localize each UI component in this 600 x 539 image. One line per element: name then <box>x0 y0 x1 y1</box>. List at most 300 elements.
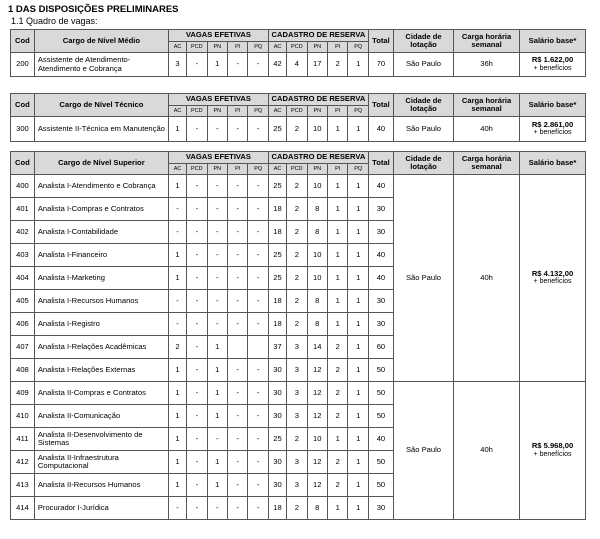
header-sub-ac: AC <box>268 106 286 117</box>
vaga-cell: - <box>207 428 227 451</box>
vaga-cell: 2 <box>287 313 307 336</box>
vaga-cell: - <box>168 313 186 336</box>
header-sub-pq: PQ <box>348 106 368 117</box>
vaga-cell: 1 <box>348 244 368 267</box>
vaga-cell: 30 <box>268 451 286 474</box>
total-cell: 40 <box>368 117 393 142</box>
vaga-cell: - <box>207 244 227 267</box>
total-cell: 40 <box>368 428 393 451</box>
header-cargo: Cargo de Nível Superior <box>34 152 168 175</box>
vaga-cell: 10 <box>307 428 327 451</box>
vaga-cell: 1 <box>348 382 368 405</box>
vaga-cell: 1 <box>328 198 348 221</box>
vaga-cell: - <box>187 497 207 520</box>
header-sub-pcd: PCD <box>287 106 307 117</box>
header-cadastro-reserva: CADASTRO DE RESERVA <box>268 30 368 42</box>
header-vagas-efetivas: VAGAS EFETIVAS <box>168 152 268 164</box>
vaga-cell: 12 <box>307 382 327 405</box>
vaga-cell: - <box>187 428 207 451</box>
header-salario: Salário base* <box>520 30 586 53</box>
vaga-cell: - <box>228 117 248 142</box>
cargo-cell: Analista I-Relações Acadêmicas <box>34 336 168 359</box>
header-sub-pi: PI <box>228 42 248 53</box>
vaga-cell: 30 <box>268 474 286 497</box>
vaga-cell: 1 <box>207 405 227 428</box>
vaga-cell: 2 <box>328 336 348 359</box>
cargo-cell: Analista I-Recursos Humanos <box>34 290 168 313</box>
vaga-cell: 1 <box>207 336 227 359</box>
vaga-cell: - <box>248 451 268 474</box>
vaga-cell: - <box>248 117 268 142</box>
header-cod: Cod <box>11 30 35 53</box>
vaga-cell: - <box>187 474 207 497</box>
header-salario: Salário base* <box>520 94 586 117</box>
vaga-cell: - <box>187 405 207 428</box>
vaga-cell: 25 <box>268 267 286 290</box>
vaga-cell: - <box>228 474 248 497</box>
vaga-cell: 1 <box>328 244 348 267</box>
vaga-cell: - <box>248 428 268 451</box>
header-sub-pi: PI <box>228 106 248 117</box>
vaga-cell: - <box>228 359 248 382</box>
vaga-cell: 1 <box>168 175 186 198</box>
vaga-cell: 3 <box>287 405 307 428</box>
vaga-cell: 2 <box>287 497 307 520</box>
vaga-cell: 1 <box>328 267 348 290</box>
vaga-cell: 1 <box>328 428 348 451</box>
cargo-cell: Assistente II-Técnica em Manutenção <box>34 117 168 142</box>
cargo-cell: Analista I-Registro <box>34 313 168 336</box>
total-cell: 30 <box>368 313 393 336</box>
vaga-cell: - <box>228 198 248 221</box>
table-row <box>11 53 586 77</box>
vagas-table <box>10 93 586 142</box>
vaga-cell: - <box>228 244 248 267</box>
vaga-cell: - <box>187 313 207 336</box>
vaga-cell: 3 <box>287 451 307 474</box>
vaga-cell: - <box>187 267 207 290</box>
header-sub-pn: PN <box>307 106 327 117</box>
vaga-cell: - <box>248 221 268 244</box>
vaga-cell: 1 <box>207 53 227 77</box>
vaga-cell: 2 <box>328 382 348 405</box>
vaga-cell: 2 <box>287 198 307 221</box>
total-cell: 40 <box>368 267 393 290</box>
total-cell: 30 <box>368 198 393 221</box>
total-cell: 50 <box>368 359 393 382</box>
vaga-cell: 8 <box>307 313 327 336</box>
header-sub-pq: PQ <box>248 42 268 53</box>
vaga-cell: - <box>207 497 227 520</box>
salario-cell <box>520 53 586 77</box>
vaga-cell: - <box>228 267 248 290</box>
vaga-cell: 18 <box>268 290 286 313</box>
header-sub-pi: PI <box>228 164 248 175</box>
vaga-cell: 1 <box>348 221 368 244</box>
header-sub-pq: PQ <box>348 42 368 53</box>
vaga-cell: 1 <box>348 267 368 290</box>
vaga-cell: 1 <box>168 267 186 290</box>
total-cell: 50 <box>368 405 393 428</box>
vaga-cell: 1 <box>348 198 368 221</box>
vaga-cell: 2 <box>287 244 307 267</box>
vaga-cell: 1 <box>348 336 368 359</box>
header-cod: Cod <box>11 152 35 175</box>
vaga-cell: 42 <box>268 53 286 77</box>
vaga-cell: 30 <box>268 405 286 428</box>
cod-cell: 412 <box>11 451 35 474</box>
vaga-cell: 10 <box>307 175 327 198</box>
vaga-cell: 12 <box>307 451 327 474</box>
vaga-cell: 1 <box>168 382 186 405</box>
vaga-cell: - <box>187 336 207 359</box>
vaga-cell: 1 <box>207 474 227 497</box>
cod-cell: 405 <box>11 290 35 313</box>
vaga-cell: 25 <box>268 428 286 451</box>
vaga-cell: 2 <box>287 221 307 244</box>
vaga-cell: 37 <box>268 336 286 359</box>
vaga-cell: 14 <box>307 336 327 359</box>
total-cell: 30 <box>368 290 393 313</box>
vaga-cell <box>248 336 268 359</box>
total-cell: 30 <box>368 221 393 244</box>
header-sub-pcd: PCD <box>187 164 207 175</box>
salario-value: R$ 4.132,00 <box>531 268 574 278</box>
cod-cell: 402 <box>11 221 35 244</box>
vaga-cell: 17 <box>307 53 327 77</box>
header-sub-pcd: PCD <box>187 106 207 117</box>
vaga-cell: 12 <box>307 359 327 382</box>
total-cell: 70 <box>368 53 393 77</box>
vaga-cell: - <box>207 290 227 313</box>
vaga-cell: 1 <box>207 451 227 474</box>
beneficios-note: + benefícios <box>533 64 572 72</box>
vaga-cell: - <box>228 175 248 198</box>
header-total: Total <box>368 152 393 175</box>
vaga-cell: 2 <box>287 267 307 290</box>
header-sub-pi: PI <box>328 106 348 117</box>
salario-cell <box>520 382 586 520</box>
vaga-cell: - <box>228 221 248 244</box>
vaga-cell: 1 <box>168 405 186 428</box>
header-sub-pn: PN <box>207 106 227 117</box>
vaga-cell: - <box>168 221 186 244</box>
vaga-cell: - <box>248 267 268 290</box>
carga-cell: 40h <box>454 175 520 382</box>
cod-cell: 414 <box>11 497 35 520</box>
vaga-cell: - <box>187 221 207 244</box>
vaga-cell: - <box>187 117 207 142</box>
vaga-cell: - <box>207 198 227 221</box>
vaga-cell: - <box>248 175 268 198</box>
vaga-cell: 2 <box>328 53 348 77</box>
vaga-cell: - <box>228 313 248 336</box>
cargo-cell: Analista I-Financeiro <box>34 244 168 267</box>
vaga-cell: - <box>248 497 268 520</box>
header-sub-pq: PQ <box>348 164 368 175</box>
vaga-cell: 1 <box>328 313 348 336</box>
vaga-cell: 18 <box>268 497 286 520</box>
total-cell: 50 <box>368 474 393 497</box>
vagas-table <box>10 29 586 77</box>
cidade-cell: São Paulo <box>393 382 453 520</box>
vaga-cell: 30 <box>268 359 286 382</box>
cargo-cell: Analista I-Atendimento e Cobrança <box>34 175 168 198</box>
vaga-cell: 4 <box>287 53 307 77</box>
header-carga: Carga horária semanal <box>454 30 520 53</box>
header-cargo: Cargo de Nível Técnico <box>34 94 168 117</box>
vaga-cell: - <box>248 290 268 313</box>
vaga-cell: 25 <box>268 117 286 142</box>
total-cell: 60 <box>368 336 393 359</box>
vaga-cell: 1 <box>168 244 186 267</box>
vaga-cell: - <box>168 198 186 221</box>
vaga-cell: 3 <box>287 382 307 405</box>
vaga-cell: 30 <box>268 382 286 405</box>
vaga-cell: 1 <box>348 497 368 520</box>
vaga-cell: - <box>248 474 268 497</box>
vaga-cell: 18 <box>268 313 286 336</box>
vaga-cell: 2 <box>328 359 348 382</box>
cod-cell: 403 <box>11 244 35 267</box>
cod-cell: 408 <box>11 359 35 382</box>
header-total: Total <box>368 30 393 53</box>
cargo-cell: Analista II-Recursos Humanos <box>34 474 168 497</box>
header-cod: Cod <box>11 94 35 117</box>
header-cidade: Cidade de lotação <box>393 30 453 53</box>
vaga-cell: 1 <box>328 497 348 520</box>
vaga-cell: 25 <box>268 244 286 267</box>
cod-cell: 411 <box>11 428 35 451</box>
vaga-cell: 3 <box>287 474 307 497</box>
table-row <box>11 175 586 198</box>
vaga-cell: 1 <box>348 474 368 497</box>
carga-cell: 36h <box>454 53 520 77</box>
beneficios-note: + benefícios <box>533 129 572 137</box>
vaga-cell: 1 <box>328 290 348 313</box>
vaga-cell: 1 <box>168 451 186 474</box>
vaga-cell: - <box>207 267 227 290</box>
total-cell: 40 <box>368 244 393 267</box>
cidade-cell: São Paulo <box>393 53 453 77</box>
vaga-cell: 8 <box>307 221 327 244</box>
vaga-cell: 1 <box>348 428 368 451</box>
cod-cell: 400 <box>11 175 35 198</box>
vaga-cell: 12 <box>307 405 327 428</box>
vaga-cell: 2 <box>287 290 307 313</box>
vaga-cell: - <box>248 313 268 336</box>
total-cell: 30 <box>368 497 393 520</box>
table-row <box>11 382 586 405</box>
vaga-cell: - <box>187 359 207 382</box>
vaga-cell: 1 <box>168 359 186 382</box>
vaga-cell: - <box>248 359 268 382</box>
vaga-cell: 2 <box>328 474 348 497</box>
vaga-cell: 18 <box>268 198 286 221</box>
vaga-cell: 25 <box>268 175 286 198</box>
vaga-cell: - <box>228 290 248 313</box>
vaga-cell: 10 <box>307 244 327 267</box>
total-cell: 50 <box>368 451 393 474</box>
vaga-cell: 2 <box>287 117 307 142</box>
vaga-cell: 1 <box>328 175 348 198</box>
header-sub-ac: AC <box>168 42 186 53</box>
cargo-cell: Analista I-Marketing <box>34 267 168 290</box>
vaga-cell: - <box>228 451 248 474</box>
vaga-cell: - <box>187 382 207 405</box>
salario-value: R$ 5.968,00 <box>531 441 574 451</box>
vaga-cell: - <box>248 244 268 267</box>
vaga-cell: 2 <box>328 405 348 428</box>
cod-cell: 413 <box>11 474 35 497</box>
cidade-cell: São Paulo <box>393 117 453 142</box>
vaga-cell: 10 <box>307 267 327 290</box>
header-carga: Carga horária semanal <box>454 94 520 117</box>
vaga-cell: 3 <box>287 336 307 359</box>
cidade-cell: São Paulo <box>393 175 453 382</box>
cargo-cell: Analista I-Relações Externas <box>34 359 168 382</box>
cargo-cell: Analista II-Desenvolvimento de Sistemas <box>34 428 168 451</box>
vaga-cell: 1 <box>328 117 348 142</box>
vaga-cell: 1 <box>348 405 368 428</box>
header-sub-ac: AC <box>168 164 186 175</box>
header-sub-pcd: PCD <box>287 164 307 175</box>
vaga-cell: - <box>207 313 227 336</box>
header-total: Total <box>368 94 393 117</box>
vaga-cell: 1 <box>348 175 368 198</box>
salario-cell <box>520 175 586 382</box>
total-cell: 40 <box>368 175 393 198</box>
beneficios-note: + benefícios <box>533 278 572 286</box>
vaga-cell: - <box>248 405 268 428</box>
vaga-cell: - <box>187 198 207 221</box>
vaga-cell: 3 <box>168 53 186 77</box>
vaga-cell: 2 <box>168 336 186 359</box>
cod-cell: 300 <box>11 117 35 142</box>
table-row <box>11 117 586 142</box>
vaga-cell: 1 <box>348 117 368 142</box>
vaga-cell: - <box>187 451 207 474</box>
cod-cell: 401 <box>11 198 35 221</box>
header-salario: Salário base* <box>520 152 586 175</box>
section-subheading: 1.1 Quadro de vagas: <box>11 16 98 26</box>
vaga-cell: - <box>207 175 227 198</box>
vaga-cell: 1 <box>168 428 186 451</box>
header-carga: Carga horária semanal <box>454 152 520 175</box>
vaga-cell: - <box>187 290 207 313</box>
cod-cell: 404 <box>11 267 35 290</box>
cargo-cell: Analista II-Infraestrutura Computacional <box>34 451 168 474</box>
header-sub-ac: AC <box>168 106 186 117</box>
vaga-cell: 8 <box>307 198 327 221</box>
header-sub-pn: PN <box>307 164 327 175</box>
vaga-cell: - <box>248 382 268 405</box>
vaga-cell: 2 <box>287 175 307 198</box>
header-cargo: Cargo de Nível Médio <box>34 30 168 53</box>
header-cadastro-reserva: CADASTRO DE RESERVA <box>268 152 368 164</box>
header-sub-pcd: PCD <box>287 42 307 53</box>
header-sub-ac: AC <box>268 164 286 175</box>
cod-cell: 406 <box>11 313 35 336</box>
vaga-cell: 1 <box>168 474 186 497</box>
vaga-cell: - <box>228 497 248 520</box>
vaga-cell: - <box>187 175 207 198</box>
vaga-cell: 1 <box>348 290 368 313</box>
vaga-cell: 1 <box>207 359 227 382</box>
vaga-cell: 2 <box>287 428 307 451</box>
header-sub-pq: PQ <box>248 164 268 175</box>
vaga-cell: - <box>228 428 248 451</box>
vaga-cell: 1 <box>348 53 368 77</box>
header-sub-pq: PQ <box>248 106 268 117</box>
cargo-cell: Assistente de Atendimento-Atendimento e Cobrança <box>34 53 168 77</box>
cargo-cell: Procurador I-Jurídica <box>34 497 168 520</box>
cargo-cell: Analista I-Compras e Contratos <box>34 198 168 221</box>
vaga-cell: 1 <box>348 359 368 382</box>
cod-cell: 200 <box>11 53 35 77</box>
header-sub-pi: PI <box>328 164 348 175</box>
vaga-cell: 1 <box>168 117 186 142</box>
cargo-cell: Analista II-Comunicação <box>34 405 168 428</box>
salario-cell <box>520 117 586 142</box>
vaga-cell: 2 <box>328 451 348 474</box>
vaga-cell: - <box>228 405 248 428</box>
vaga-cell: - <box>187 244 207 267</box>
vaga-cell: - <box>207 221 227 244</box>
vaga-cell: 1 <box>348 451 368 474</box>
header-sub-pn: PN <box>207 42 227 53</box>
salario-value: R$ 2.861,00 <box>531 119 574 129</box>
header-sub-pn: PN <box>207 164 227 175</box>
vaga-cell: 8 <box>307 497 327 520</box>
salario-value: R$ 1.622,00 <box>531 55 574 65</box>
header-vagas-efetivas: VAGAS EFETIVAS <box>168 30 268 42</box>
vaga-cell: - <box>248 198 268 221</box>
header-sub-ac: AC <box>268 42 286 53</box>
vaga-cell: 18 <box>268 221 286 244</box>
vaga-cell: 10 <box>307 117 327 142</box>
vaga-cell: 8 <box>307 290 327 313</box>
vaga-cell: - <box>187 53 207 77</box>
vagas-table <box>10 151 586 520</box>
header-sub-pn: PN <box>307 42 327 53</box>
carga-cell: 40h <box>454 117 520 142</box>
cod-cell: 407 <box>11 336 35 359</box>
vaga-cell: 12 <box>307 474 327 497</box>
cargo-cell: Analista I-Contabilidade <box>34 221 168 244</box>
header-vagas-efetivas: VAGAS EFETIVAS <box>168 94 268 106</box>
vaga-cell: - <box>168 497 186 520</box>
carga-cell: 40h <box>454 382 520 520</box>
header-sub-pcd: PCD <box>187 42 207 53</box>
total-cell: 50 <box>368 382 393 405</box>
vaga-cell: 3 <box>287 359 307 382</box>
vaga-cell: - <box>168 290 186 313</box>
cod-cell: 409 <box>11 382 35 405</box>
header-cadastro-reserva: CADASTRO DE RESERVA <box>268 94 368 106</box>
cargo-cell: Analista II-Compras e Contratos <box>34 382 168 405</box>
beneficios-note: + benefícios <box>533 450 572 458</box>
header-sub-pi: PI <box>328 42 348 53</box>
vaga-cell: 1 <box>348 313 368 336</box>
vaga-cell: - <box>228 53 248 77</box>
vaga-cell <box>228 336 248 359</box>
vaga-cell: 1 <box>328 221 348 244</box>
header-cidade: Cidade de lotação <box>393 94 453 117</box>
vaga-cell: - <box>228 382 248 405</box>
vaga-cell: 1 <box>207 382 227 405</box>
section-heading: 1 DAS DISPOSIÇÕES PRELIMINARES <box>8 4 179 15</box>
